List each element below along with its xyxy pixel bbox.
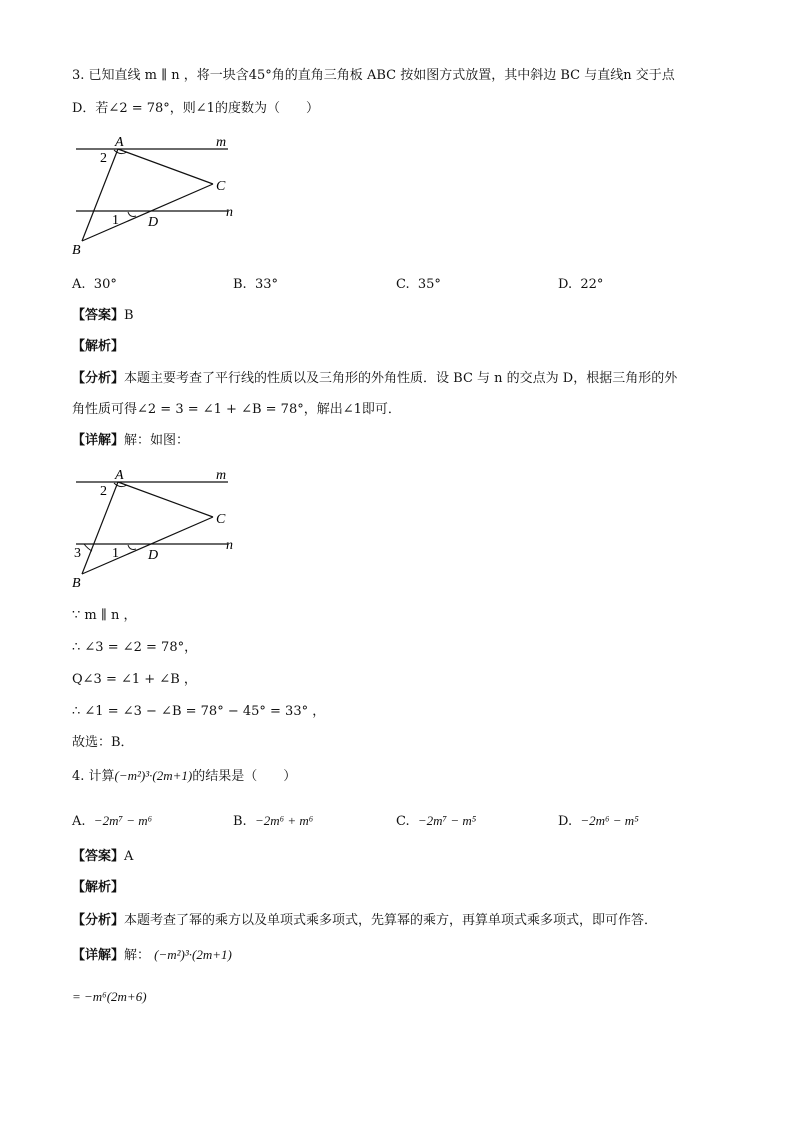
- fig1-label-1: 1: [112, 213, 119, 228]
- q4-stem: 4. 计算(−m²)³·(2m+1)的结果是（ ）: [72, 768, 297, 784]
- q3-answer: 【答案】B: [72, 308, 134, 323]
- fig2-label-n: n: [226, 538, 233, 553]
- q4-step-2: = −m⁶(2m+6): [72, 989, 147, 1004]
- fig1-label-D: D: [148, 215, 159, 230]
- q3-stem-line1: 3. 已知直线 m ∥ n ，将一块含45°角的直角三角板 ABC 按如图方式放置，其中斜边 BC 与直线n 交于点: [72, 68, 675, 83]
- fig1-label-C: C: [216, 179, 226, 194]
- q3-option-a: A. 30°: [72, 277, 117, 292]
- q3-figure-1: [70, 128, 250, 260]
- fig2-label-D: D: [148, 548, 159, 563]
- q4-analysis-heading: 【解析】: [72, 880, 125, 895]
- fig2-label-2: 2: [100, 484, 107, 499]
- fig2-label-m: m: [216, 468, 227, 483]
- fig2-label-A: A: [115, 468, 124, 483]
- q3-step-1: ∵ m ∥ n ，: [72, 608, 137, 623]
- q3-option-d: D. 22°: [558, 277, 604, 292]
- q4-option-b: B. −2m⁶ + m⁶: [233, 813, 314, 829]
- fig2-label-3: 3: [74, 546, 81, 561]
- q3-fenxi-line2: 角性质可得∠2 = 3 = ∠1 + ∠B = 78°，解出∠1即可．: [72, 402, 401, 417]
- fig1-label-n: n: [226, 205, 233, 220]
- q4-detail: 【详解】解： (−m²)³·(2m+1): [72, 947, 232, 963]
- fig1-label-A: A: [115, 135, 124, 150]
- q3-figure-2: [70, 461, 250, 593]
- q3-stem-line2: D．若∠2 = 78°，则∠1的度数为（ ）: [72, 101, 319, 116]
- q4-answer: 【答案】A: [72, 849, 134, 864]
- q3-step-2: ∴ ∠3 = ∠2 = 78°，: [72, 640, 198, 655]
- q3-option-b: B. 33°: [233, 277, 278, 292]
- q3-option-c: C. 35°: [396, 277, 441, 292]
- fig1-label-m: m: [216, 135, 227, 150]
- q3-step-4: ∴ ∠1 = ∠3 − ∠B = 78° − 45° = 33° ，: [72, 704, 326, 719]
- q3-step-3: Q∠3 = ∠1 + ∠B ，: [72, 672, 197, 687]
- q4-option-d: D. −2m⁶ − m⁵: [558, 813, 639, 829]
- q3-step-5: 故选：B．: [72, 735, 134, 750]
- q4-fenxi: 【分析】本题考查了幂的乘方以及单项式乘多项式，先算幂的乘方，再算单项式乘多项式，即可作答．: [72, 913, 658, 928]
- fig2-label-1: 1: [112, 546, 119, 561]
- fig1-label-B: B: [72, 243, 81, 258]
- fig1-label-2: 2: [100, 151, 107, 166]
- q4-option-c: C. −2m⁷ − m⁵: [396, 813, 477, 829]
- q3-analysis-heading: 【解析】: [72, 339, 125, 354]
- fig2-label-B: B: [72, 576, 81, 591]
- q4-option-a: A. −2m⁷ − m⁶: [72, 813, 153, 829]
- q3-fenxi-line1: 【分析】本题主要考查了平行线的性质以及三角形的外角性质．设 BC 与 n 的交点为 D，根据三角形的外: [72, 371, 678, 386]
- fig2-label-C: C: [216, 512, 226, 527]
- q3-detail-heading: 【详解】解：如图：: [72, 433, 190, 448]
